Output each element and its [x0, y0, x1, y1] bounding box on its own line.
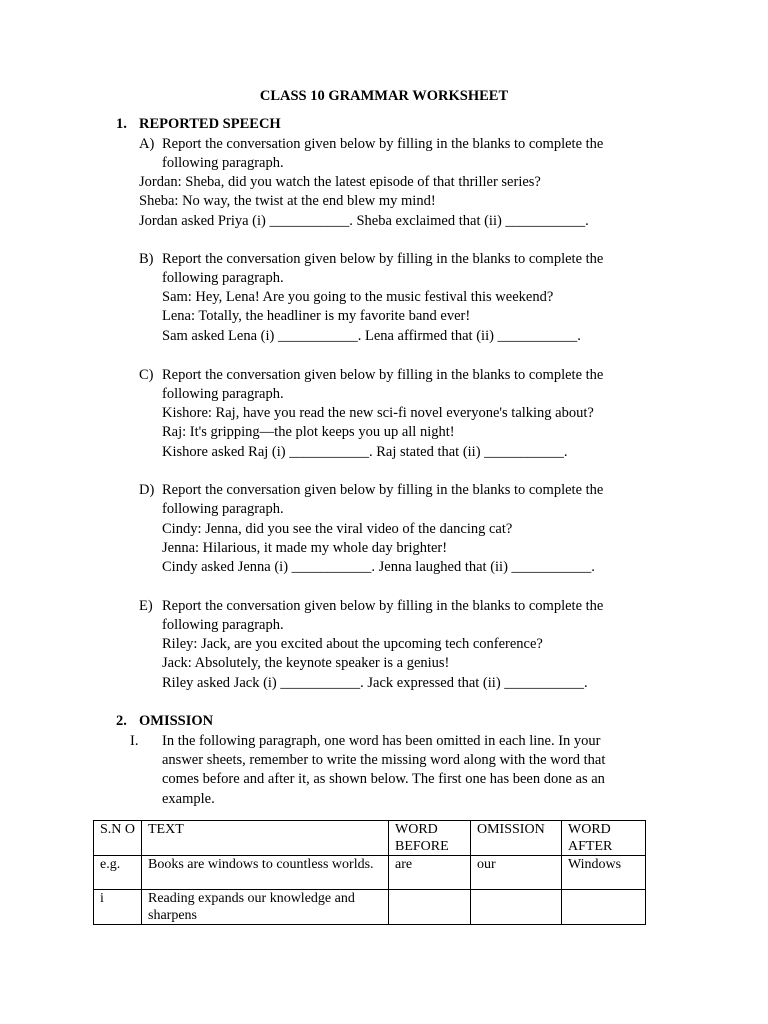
item-c-dialogue2: Raj: It's gripping—the plot keeps you up all night!: [162, 424, 455, 440]
section1-number: 1.: [116, 116, 127, 132]
cell-word-after: Windows: [562, 856, 646, 890]
item-e-dialogue1: Riley: Jack, are you excited about the upcoming tech conference?: [162, 636, 543, 652]
header-omission: OMISSION: [471, 821, 562, 856]
cell-word-before: [389, 890, 471, 925]
omission-instruction-line2: answer sheets, remember to write the missing word along with the word that: [162, 752, 606, 768]
item-c-task: Kishore asked Raj (i) ___________. Raj stated that (ii) ___________.: [162, 444, 568, 460]
cell-sno: i: [94, 890, 142, 925]
cell-word-after: [562, 890, 646, 925]
item-a-dialogue1: Jordan: Sheba, did you watch the latest episode of that thriller series?: [139, 174, 541, 190]
item-b-dialogue1: Sam: Hey, Lena! Are you going to the music festival this weekend?: [162, 289, 554, 305]
header-text: TEXT: [142, 821, 389, 856]
cell-omission: our: [471, 856, 562, 890]
item-d-instruction-line1: Report the conversation given below by filling in the blanks to complete the: [162, 482, 604, 498]
item-c-letter: C): [139, 367, 154, 383]
item-a-instruction-line1: Report the conversation given below by filling in the blanks to complete the: [162, 136, 604, 152]
omission-instruction-line3: comes before and after it, as shown below. The first one has been done as an: [162, 771, 605, 787]
header-word-after: WORD AFTER: [562, 821, 646, 856]
item-c-instruction-line2: following paragraph.: [162, 386, 284, 402]
cell-sno: e.g.: [94, 856, 142, 890]
item-b-letter: B): [139, 251, 154, 267]
item-b-dialogue2: Lena: Totally, the headliner is my favorite band ever!: [162, 308, 471, 324]
item-a-task: Jordan asked Priya (i) ___________. Sheba exclaimed that (ii) ___________.: [139, 213, 589, 229]
item-b-instruction-line1: Report the conversation given below by filling in the blanks to complete the: [162, 251, 604, 267]
item-e-task: Riley asked Jack (i) ___________. Jack expressed that (ii) ___________.: [162, 675, 588, 691]
section1-heading: REPORTED SPEECH: [139, 116, 281, 132]
item-e-letter: E): [139, 598, 153, 614]
item-a-instruction-line2: following paragraph.: [162, 155, 284, 171]
item-d-letter: D): [139, 482, 155, 498]
item-b-task: Sam asked Lena (i) ___________. Lena affirmed that (ii) ___________.: [162, 328, 581, 344]
item-d-instruction-line2: following paragraph.: [162, 501, 284, 517]
item-c-instruction-line1: Report the conversation given below by filling in the blanks to complete the: [162, 367, 604, 383]
item-d-dialogue1: Cindy: Jenna, did you see the viral video of the dancing cat?: [162, 521, 513, 537]
cell-word-before: are: [389, 856, 471, 890]
item-a-letter: A): [139, 136, 155, 152]
table-header-row: [94, 821, 646, 856]
omission-instruction-line4: example.: [162, 791, 215, 807]
item-b-instruction-line2: following paragraph.: [162, 270, 284, 286]
section2-numeral: I.: [130, 733, 139, 749]
cell-omission: [471, 890, 562, 925]
header-sno: S.N O: [94, 821, 142, 856]
cell-text: Books are windows to countless worlds.: [142, 856, 389, 890]
item-e-instruction-line2: following paragraph.: [162, 617, 284, 633]
item-e-dialogue2: Jack: Absolutely, the keynote speaker is a genius!: [162, 655, 450, 671]
section2-heading: OMISSION: [139, 713, 214, 729]
cell-text: Reading expands our knowledge and sharpens: [142, 890, 389, 925]
omission-instruction-line1: In the following paragraph, one word has been omitted in each line. In your: [162, 733, 601, 749]
item-e-instruction-line1: Report the conversation given below by filling in the blanks to complete the: [162, 598, 604, 614]
item-a-dialogue2: Sheba: No way, the twist at the end blew my mind!: [139, 193, 436, 209]
worksheet-title: CLASS 10 GRAMMAR WORKSHEET: [259, 88, 509, 104]
table-row: [94, 890, 646, 925]
table-row: [94, 856, 646, 890]
header-word-before: WORD BEFORE: [389, 821, 471, 856]
item-c-dialogue1: Kishore: Raj, have you read the new sci-fi novel everyone's talking about?: [162, 405, 594, 421]
item-d-task: Cindy asked Jenna (i) ___________. Jenna laughed that (ii) ___________.: [162, 559, 595, 575]
omission-table: [93, 820, 646, 925]
item-d-dialogue2: Jenna: Hilarious, it made my whole day brighter!: [162, 540, 448, 556]
section2-number: 2.: [116, 713, 127, 729]
